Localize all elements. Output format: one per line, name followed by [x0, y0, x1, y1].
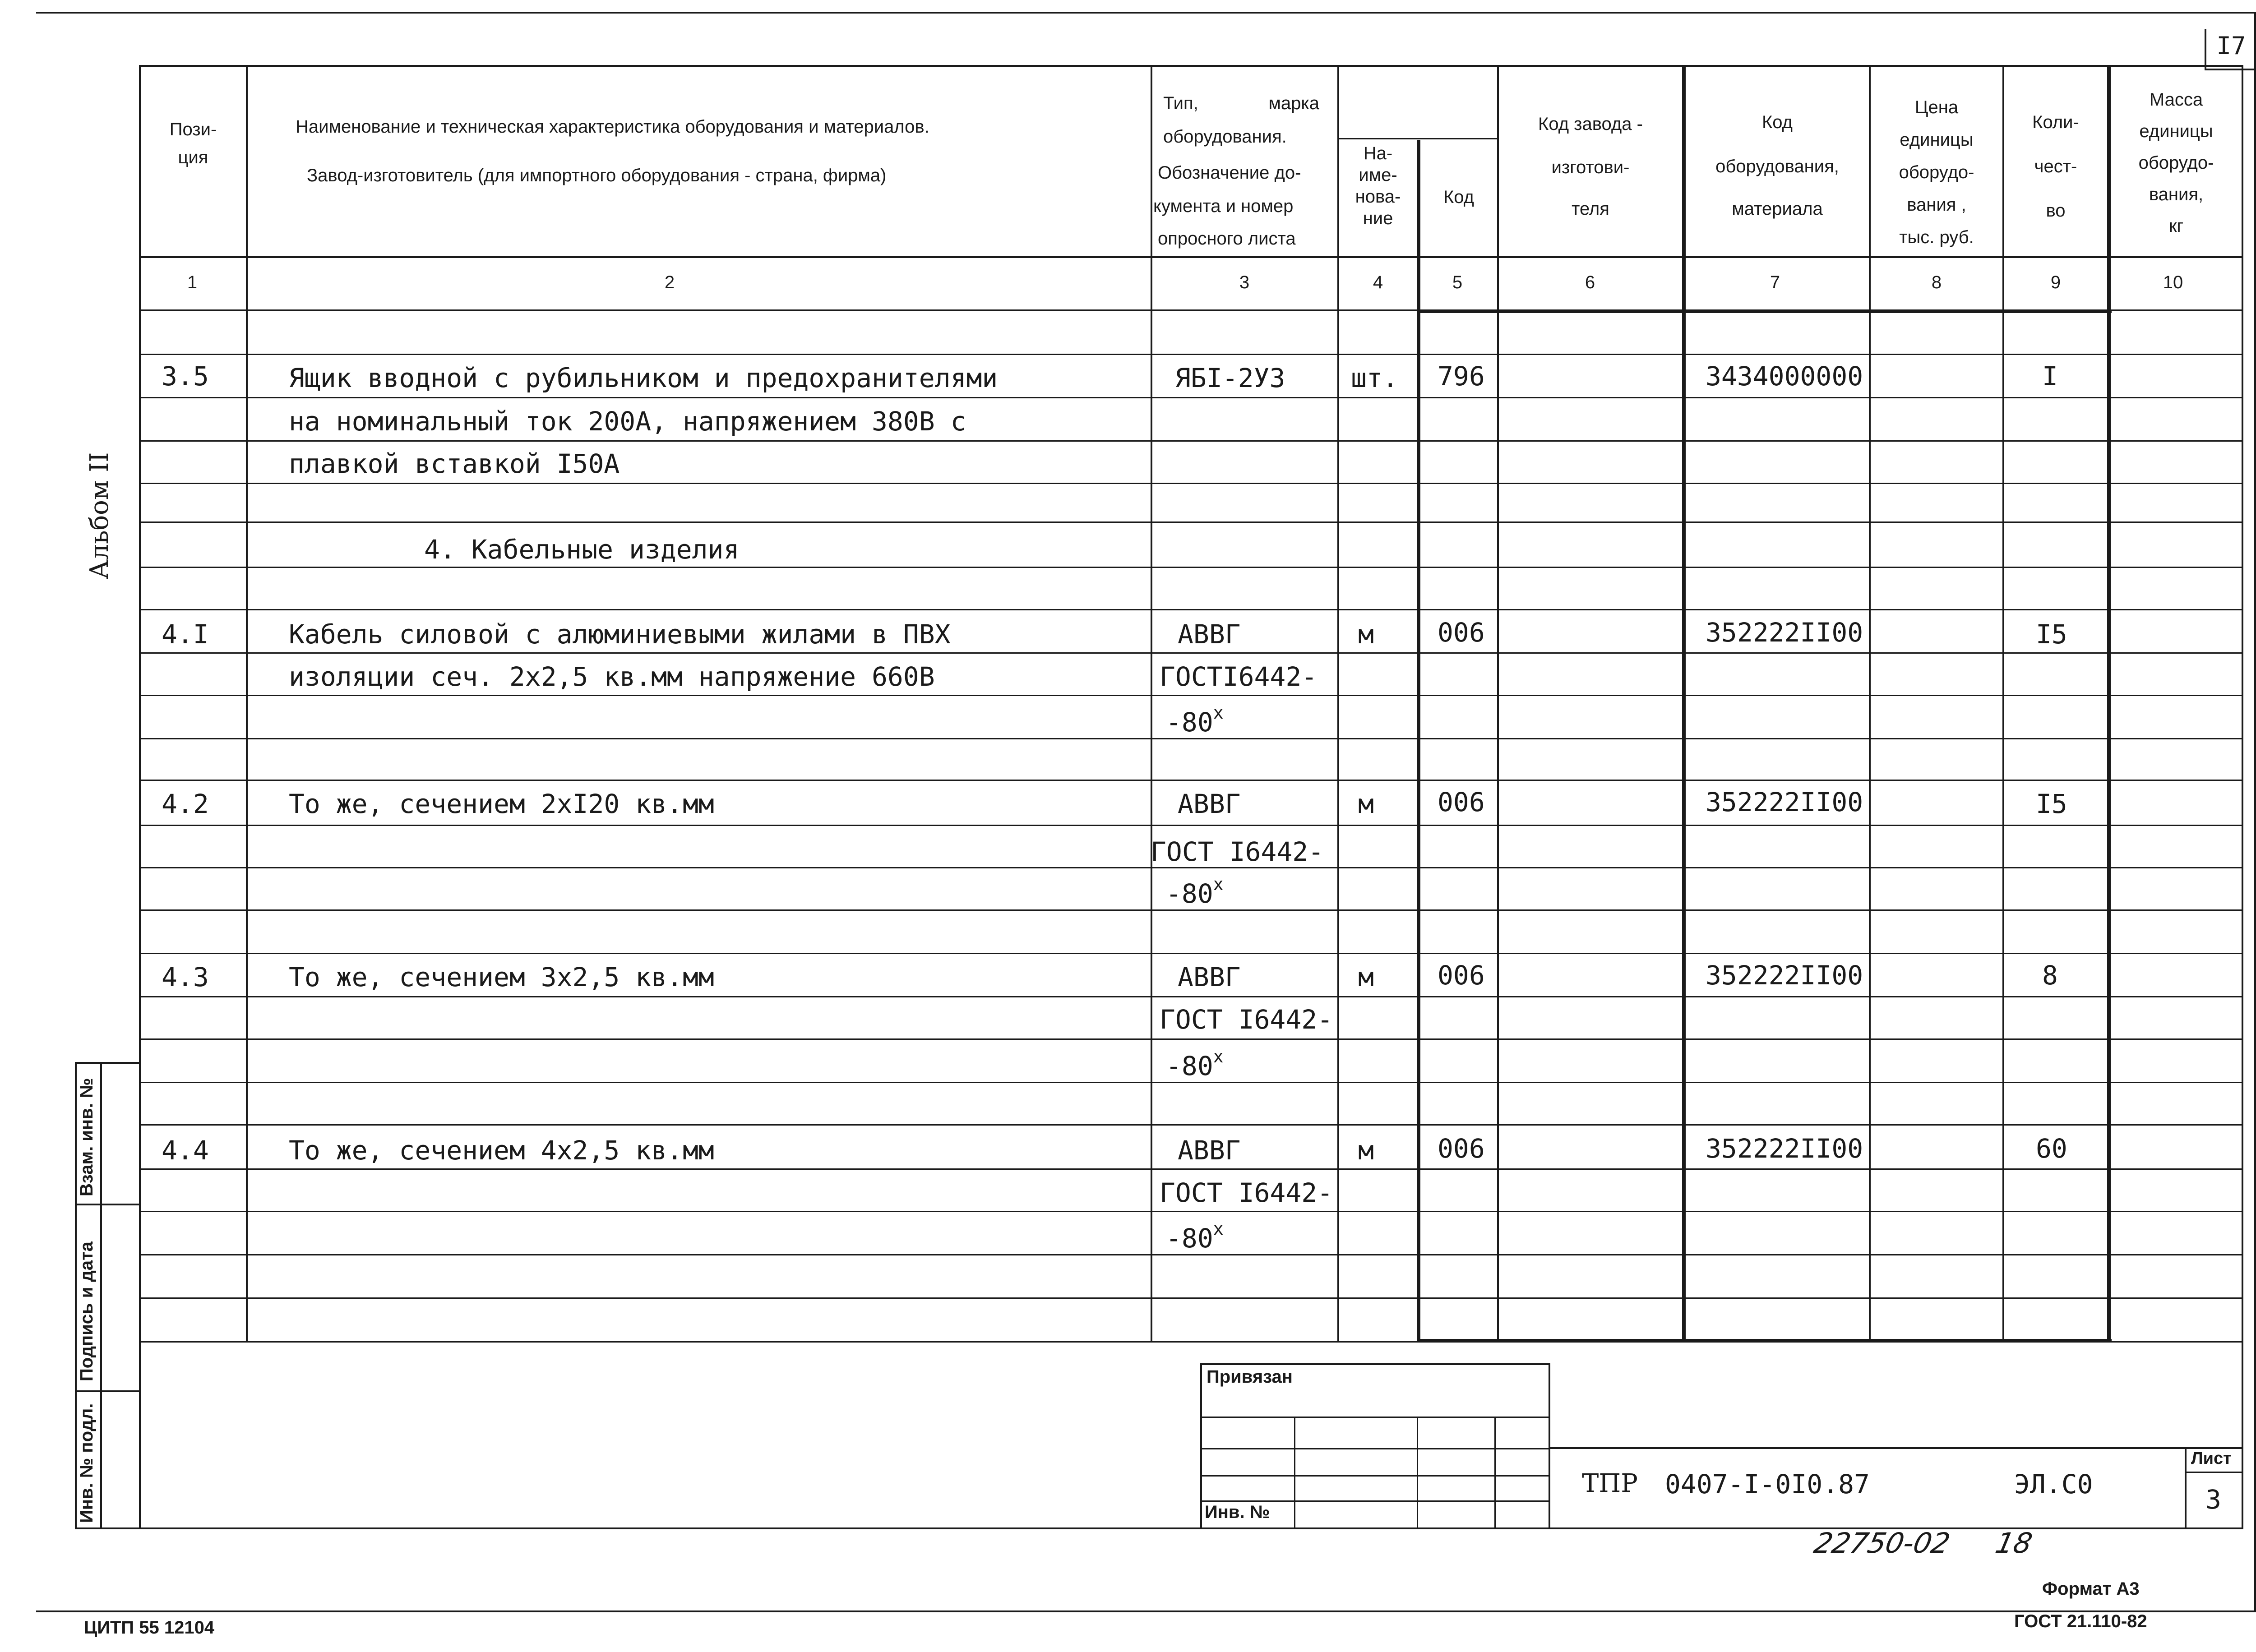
col-header-unit-name: На- име- нова- ние: [1355, 143, 1401, 228]
col-header-equipment-code-c: материала: [1732, 199, 1823, 219]
col-header-factory-c: теля: [1572, 199, 1609, 219]
col-header-factory-b: изготови-: [1551, 157, 1630, 177]
album-label: Альбом II: [85, 452, 114, 579]
col-header-position: Пози- ция: [169, 120, 217, 167]
designation-number: 0407-I-0I0.87: [1665, 1469, 1870, 1500]
row-name-line: на номинальный ток 200А, напряжением 380В с: [289, 406, 966, 437]
col-number-3: 3: [1239, 272, 1250, 292]
col-number-1: 1: [187, 272, 198, 292]
row-type: [1166, 1219, 1224, 1254]
row-name-line: изоляции сеч. 2х2,5 кв.мм напряжение 660В: [289, 661, 935, 692]
sheet-corner-number: I7: [2216, 32, 2246, 60]
col-header-type-a: Тип,: [1163, 93, 1198, 113]
row-type: АВВГ: [1178, 1135, 1241, 1166]
row-unit: м: [1358, 619, 1374, 650]
designation-code: ЭЛ.С0: [2014, 1469, 2093, 1500]
col-number-5: 5: [1452, 272, 1463, 292]
row-name-line: Кабель силовой с алюминиевыми жилами в ПВХ: [289, 619, 951, 650]
handwritten-number: 22750-02: [1811, 1527, 1953, 1560]
superscript-x: x: [1213, 1219, 1224, 1239]
row-unit-code: 006: [1438, 1133, 1485, 1164]
format-label: Формат А3: [2042, 1579, 2140, 1599]
handwritten-page: 18: [1992, 1527, 2035, 1560]
stamp-inv-podl: Инв. № подл.: [77, 1403, 97, 1523]
row-type: ГОСТ I6442-: [1160, 1004, 1333, 1035]
row-material-code: 352222II00: [1706, 960, 1863, 991]
row-quantity: I5: [2036, 619, 2067, 650]
stamp-signature-date: Подпись и дата: [77, 1241, 97, 1381]
privyazan-label: Привязан: [1207, 1367, 1293, 1387]
row-type: АВВГ: [1178, 789, 1241, 819]
row-unit-code: 006: [1438, 617, 1485, 648]
gost-label: ГОСТ 21.110-82: [2014, 1611, 2147, 1631]
designation-prefix: ТПР: [1582, 1469, 1638, 1498]
row-unit: м: [1358, 962, 1374, 992]
col-header-name-line1: Наименование и техническая характеристика оборудования и материалов.: [296, 117, 929, 137]
row-name-line: То же, сечением 3х2,5 кв.мм: [289, 962, 714, 992]
row-type-year: -80: [1166, 1051, 1213, 1081]
col-header-mass: Масса единицы оборудо- вания, кг: [2138, 90, 2214, 236]
col-header-equipment-code-a: Код: [1761, 112, 1793, 132]
row-type-year: -80: [1166, 878, 1213, 909]
col-header-type-d: Обозначение до-: [1158, 163, 1301, 183]
row-material-code: 3434000000: [1706, 361, 1863, 392]
row-material-code: 352222II00: [1706, 617, 1863, 648]
row-type: ЯБI-2УЗ: [1175, 363, 1285, 393]
stamp-vzam-inv: Взам. инв. №: [77, 1078, 97, 1196]
row-unit: м: [1358, 789, 1374, 819]
row-quantity: 8: [2042, 960, 2058, 991]
row-quantity: I: [2042, 361, 2058, 392]
col-header-type-c: оборудования.: [1163, 127, 1287, 147]
row-type: ГОСТ I6442-: [1151, 836, 1324, 867]
row-unit-code: 796: [1438, 361, 1485, 392]
col-header-qty-c: во: [2046, 201, 2066, 221]
section-title: 4. Кабельные изделия: [424, 534, 740, 565]
col-number-2: 2: [664, 272, 675, 292]
col-number-9: 9: [2050, 272, 2061, 292]
superscript-x: x: [1213, 1047, 1224, 1066]
col-header-type-b: марка: [1268, 93, 1319, 113]
row-name-line: То же, сечением 4х2,5 кв.мм: [289, 1135, 714, 1166]
row-name-line: плавкой вставкой I50А: [289, 448, 620, 479]
row-type-year: -80: [1166, 707, 1213, 738]
row-unit: шт.: [1351, 363, 1398, 393]
col-number-10: 10: [2163, 272, 2183, 292]
row-type: [1166, 1047, 1224, 1081]
row-position: 4.3: [162, 962, 209, 992]
row-material-code: 352222II00: [1706, 787, 1863, 817]
col-number-8: 8: [1931, 272, 1942, 292]
row-position: 4.4: [162, 1135, 209, 1166]
row-name-line: То же, сечением 2хI20 кв.мм: [289, 789, 714, 819]
row-name-line: Ящик вводной с рубильником и предохранителями: [289, 363, 998, 393]
superscript-x: x: [1213, 703, 1224, 723]
col-header-name-line2: Завод-изготовитель (для импортного оборудования - страна, фирма): [307, 166, 887, 185]
row-position: 4.2: [162, 789, 209, 819]
col-number-6: 6: [1585, 272, 1595, 292]
row-type: ГОСТ I6442-: [1160, 1177, 1333, 1208]
col-number-4: 4: [1373, 272, 1383, 292]
row-unit-code: 006: [1438, 960, 1485, 991]
row-quantity: I5: [2036, 789, 2067, 819]
col-header-unit-code: Код: [1443, 187, 1474, 207]
row-unit: м: [1358, 1135, 1374, 1166]
col-header-price: Цена единицы оборудо- вания , тыс. руб.: [1899, 97, 1974, 247]
col-header-qty-b: чест-: [2034, 157, 2077, 176]
row-type: [1166, 703, 1224, 738]
col-header-type-e: кумента и номер: [1153, 196, 1294, 216]
inv-no-label: Инв. №: [1205, 1502, 1270, 1522]
row-material-code: 352222II00: [1706, 1133, 1863, 1164]
col-header-equipment-code-b: оборудования,: [1715, 157, 1839, 176]
row-unit-code: 006: [1438, 787, 1485, 817]
sheet-number: 3: [2205, 1484, 2221, 1515]
row-quantity: 60: [2036, 1133, 2067, 1164]
row-type: АВВГ: [1178, 619, 1241, 650]
sheet-label: Лист: [2191, 1449, 2232, 1468]
col-header-qty-a: Коли-: [2032, 112, 2079, 132]
footer-cipher: ЦИТП 55 12104: [84, 1618, 215, 1638]
row-type: ГОСТI6442-: [1160, 661, 1318, 692]
row-type: [1166, 874, 1224, 909]
col-header-type-f: опросного листа: [1158, 229, 1296, 249]
row-type-year: -80: [1166, 1223, 1213, 1254]
row-position: 4.I: [162, 619, 209, 650]
col-number-7: 7: [1770, 272, 1780, 292]
row-position: 3.5: [162, 361, 209, 392]
row-type: АВВГ: [1178, 962, 1241, 992]
col-header-factory-a: Код завода -: [1538, 114, 1643, 134]
superscript-x: x: [1213, 874, 1224, 894]
